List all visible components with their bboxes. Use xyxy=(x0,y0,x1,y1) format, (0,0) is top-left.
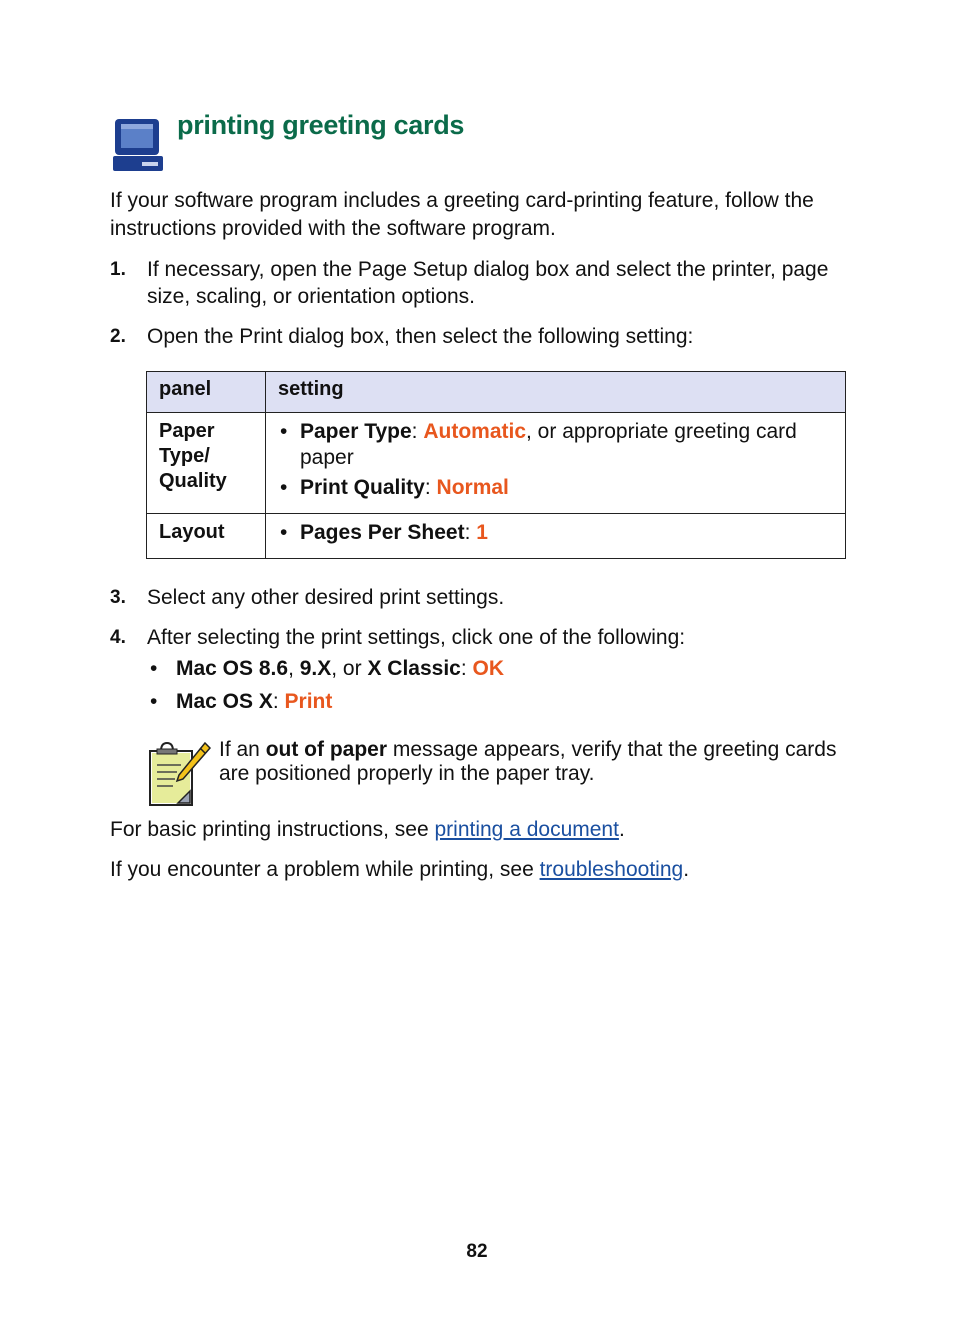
setting-item xyxy=(278,520,833,546)
step-2 xyxy=(110,323,850,350)
printing-a-document-link[interactable]: printing a document xyxy=(434,818,619,841)
setting-suffix: , or appropriate greeting card paper xyxy=(300,420,797,469)
table-row xyxy=(147,413,846,514)
os-name: Mac OS X xyxy=(176,690,273,713)
panel-cell: Paper Type/ Quality xyxy=(147,413,266,514)
os-name: Mac OS 8.6 xyxy=(176,657,289,680)
setting-cell xyxy=(266,514,846,559)
table-row xyxy=(147,514,846,559)
note-suffix: message appears, verify that the greeting cards are positioned properly in the paper tray. xyxy=(219,738,837,785)
step-4 xyxy=(110,624,850,651)
note-bold-term: out of paper xyxy=(265,738,388,761)
setting-item xyxy=(278,419,833,471)
os-button-value: OK xyxy=(472,657,505,680)
setting-cell xyxy=(266,413,846,514)
step-3 xyxy=(110,584,850,611)
line-text: If you encounter a problem while printing, see xyxy=(110,858,540,881)
line-end: . xyxy=(618,818,625,841)
panel-cell: Layout xyxy=(147,514,266,559)
settings-table xyxy=(146,371,846,559)
note-text xyxy=(219,738,849,786)
setting-separator: : xyxy=(411,420,424,443)
notepad-icon xyxy=(147,741,211,807)
page-number: 82 xyxy=(466,1241,488,1262)
troubleshooting-link[interactable]: troubleshooting xyxy=(539,858,684,881)
step-text: If necessary, open the Page Setup dialog box and select the printer, page size, scaling, or orientation options. xyxy=(147,258,829,308)
basic-instructions-line xyxy=(110,816,625,844)
os-separator: : xyxy=(460,657,473,680)
setting-label: Paper Type xyxy=(300,420,412,443)
step-1 xyxy=(110,256,850,310)
step-text: After selecting the print settings, click one of the following: xyxy=(147,626,686,649)
setting-value: 1 xyxy=(476,521,488,544)
column-header-setting: setting xyxy=(266,372,846,413)
computer-icon xyxy=(112,118,164,172)
os-button-value: Print xyxy=(284,690,333,713)
os-separator: : xyxy=(272,690,285,713)
table-header-row xyxy=(147,372,846,413)
step-number: 2. xyxy=(110,326,126,347)
os-separator: , xyxy=(288,657,300,680)
line-end: . xyxy=(683,858,690,881)
step-text: Select any other desired print settings. xyxy=(147,586,505,609)
setting-separator: : xyxy=(464,521,477,544)
intro-paragraph: If your software program includes a greeting card-printing feature, follow the instructions provided with the software program. xyxy=(110,189,814,240)
setting-value: Automatic xyxy=(423,420,527,443)
step-number: 3. xyxy=(110,587,126,608)
os-name: 9.X xyxy=(299,657,332,680)
os-option-item xyxy=(148,689,748,715)
page-title: printing greeting cards xyxy=(177,110,465,140)
note-prefix: If an xyxy=(219,738,266,761)
step-text: Open the Print dialog box, then select the following setting: xyxy=(147,325,694,348)
setting-item xyxy=(278,475,833,501)
line-text: For basic printing instructions, see xyxy=(110,818,435,841)
step-number: 4. xyxy=(110,627,126,648)
os-separator: , or xyxy=(331,657,368,680)
os-name: X Classic xyxy=(367,657,461,680)
setting-separator: : xyxy=(424,476,437,499)
setting-label: Pages Per Sheet xyxy=(300,521,465,544)
os-option-list xyxy=(148,656,748,722)
setting-value: Normal xyxy=(436,476,509,499)
setting-label: Print Quality xyxy=(300,476,425,499)
os-option-item xyxy=(148,656,748,682)
troubleshooting-line xyxy=(110,856,689,884)
column-header-panel: panel xyxy=(147,372,266,413)
step-number: 1. xyxy=(110,259,126,280)
